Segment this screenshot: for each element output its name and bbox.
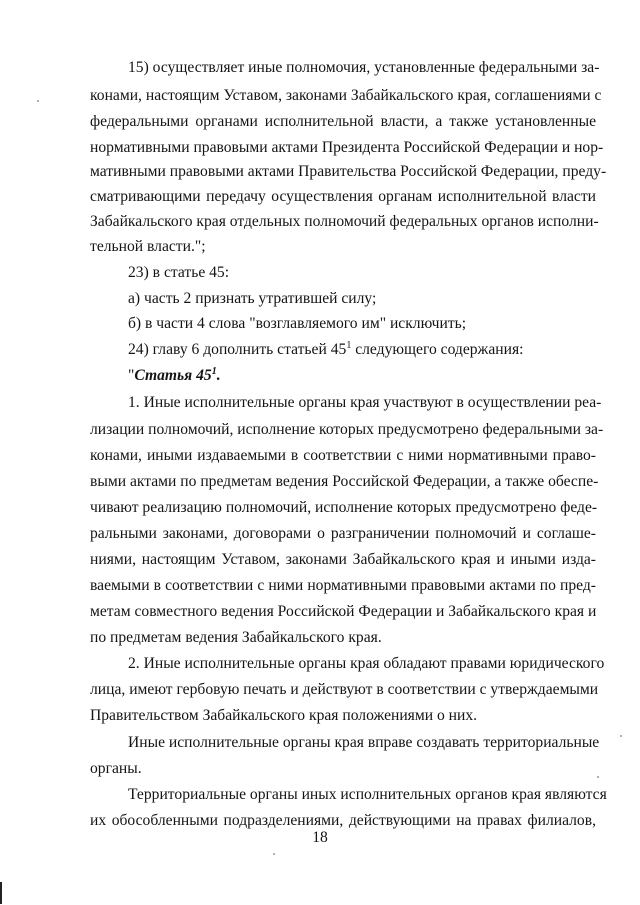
superscript: 1 [211,366,217,377]
scan-edge-mark [0,882,2,904]
article-heading [128,366,596,386]
text-fragment: Статья 45 [134,367,212,384]
text-line: конами, настоящим Уставом, законами Забайкальского края, соглашениями с [90,87,602,104]
text-line: по предметам ведения Забайкальского края. [90,629,382,646]
text-line: ваемыми в соответствии с ними нормативными правовыми актами по пред- [90,577,596,594]
text-line: лизации полномочий, исполнение которых предусмотрено федеральными за- [90,421,604,438]
quote-mark: " [128,367,135,384]
text-line: сматривающими передачу осуществления органам исполнительной власти [90,188,596,205]
text-line: ниями, настоящим Уставом, законами Забайкальского края и иными изда- [90,551,596,568]
text-line: выми актами по предметам ведения Российской Федерации, а также обеспе- [90,473,599,490]
text-line: 1. Иные исполнительные органы края участвуют в осуществлении реа- [128,394,602,411]
page-number: 18 [312,829,328,846]
text-line: ральными законами, договорами о разграничении полномочий и соглаше- [90,525,596,542]
text-line: 2. Иные исполнительные органы края обладают правами юридического [128,655,605,672]
article-title [134,367,220,384]
text-line: метам совместного ведения Российской Федерации и Забайкальского края и [90,603,597,620]
text-line: мативными правовыми актами Правительства Российской Федерации, преду- [90,163,607,180]
text-line: федеральными органами исполнительной власти, а также установленные [90,113,596,130]
text-fragment: 24) главу 6 дополнить статьей 45 [128,341,347,358]
text-line: чивают реализацию полномочий, исполнение которых предусмотрено феде- [90,499,598,516]
text-line: 23) в статье 45: [128,264,230,281]
scan-speck [37,100,39,102]
text-line: Территориальные органы иных исполнительных органов края являются [128,786,607,803]
scan-speck [620,735,622,737]
text-line: а) часть 2 признать утратившей силу; [128,290,377,307]
text-line: лица, имеют гербовую печать и действуют в соответствии с утверждаемыми [90,681,599,698]
text-fragment: следующего содержания: [351,341,524,358]
text-line: нормативными правовыми актами Президента Российской Федерации и нор- [90,139,604,156]
superscript: 1 [346,340,352,351]
text-line [128,340,596,360]
text-line: 15) осуществляет иные полномочия, установленные федеральными за- [128,59,600,76]
scan-speck [597,776,599,778]
text-line: Правительством Забайкальского края положениями о них. [90,707,478,724]
text-line: их обособленными подразделениями, действующими на правах филиалов, [90,812,596,829]
text-line: Забайкальского края отдельных полномочий федеральных органов исполни- [90,213,599,230]
scan-speck [273,853,275,855]
text-line: органы. [90,760,142,777]
text-line: Иные исполнительные органы края вправе создавать территориальные [128,734,600,751]
text-fragment: . [216,367,221,384]
text-line: тельной власти."; [90,238,206,255]
text-line: конами, иными издаваемыми в соответствии с ними нормативными право- [90,447,596,464]
text-line: б) в части 4 слова "возглавляемого им" исключить; [128,315,467,332]
